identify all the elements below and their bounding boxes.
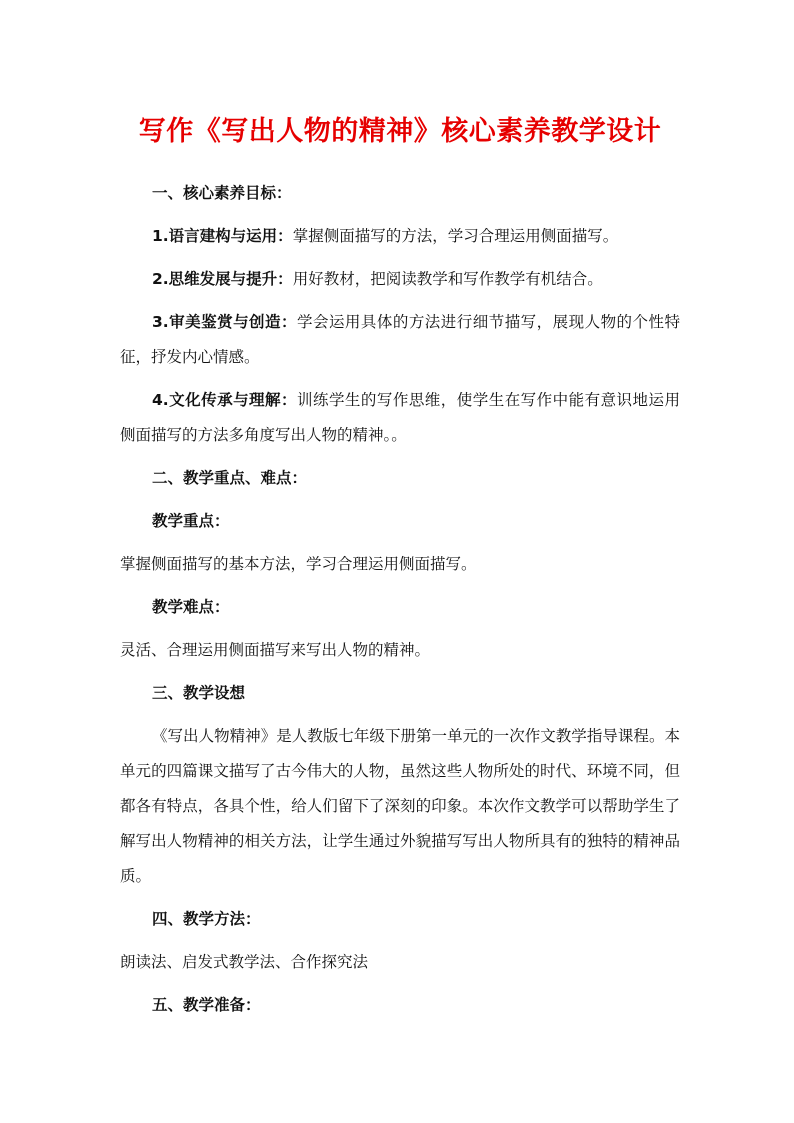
section-heading-methods: 四、教学方法： [152,910,261,928]
objective-label-4: 4.文化传承与理解： [152,391,297,409]
objective-text-2: 用好教材，把阅读教学和写作教学有机结合。 [292,270,603,288]
objective-item-3 [120,305,680,375]
objective-label-3: 3.审美鉴赏与创造： [152,313,297,331]
objective-text-1: 掌握侧面描写的方法，学习合理运用侧面描写。 [292,227,619,245]
document-title: 写作《写出人物的精神》核心素养教学设计 [138,116,662,147]
key-point-text: 掌握侧面描写的基本方法，学习合理运用侧面描写。 [120,555,477,573]
objective-label-1: 1.语言建构与运用： [152,227,293,245]
methods-text: 朗读法、启发式教学法、合作探究法 [120,953,369,971]
section-heading-objectives: 一、核心素养目标： [152,184,292,202]
objective-text-4: 训练学生的写作思维，使学生在写作中能有意识地运用侧面描写的方法多角度写出人物的精神。。 [120,391,680,444]
key-point-label: 教学重点： [152,512,230,530]
document-page [120,112,680,1023]
section-heading-concept: 三、教学设想 [152,684,246,702]
objective-item-1 [120,219,680,254]
objective-item-4 [120,383,680,453]
difficulty-text: 灵活、合理运用侧面描写来写出人物的精神。 [120,641,431,659]
objective-label-2: 2.思维发展与提升： [152,270,293,288]
concept-paragraph: 《写出人物精神》是人教版七年级下册第一单元的一次作文教学指导课程。本单元的四篇课文描写了古今伟大的人物，虽然这些人物所处的时代、环境不同，但都各有特点，各具个性，给人们留下了深刻的印象。本次作文教学可以帮助学生了解写出人物精神的相关方法，让学生通过外貌描写写出人物所具有的独特的精神品质。 [120,727,680,885]
objective-item-2 [120,262,680,297]
objective-text-3: 学会运用具体的方法进行细节描写，展现人物的个性特征，抒发内心情感。 [120,313,680,366]
difficulty-label: 教学难点： [152,598,230,616]
section-heading-key-points: 二、教学重点、难点： [152,469,308,487]
section-heading-preparation: 五、教学准备： [152,996,261,1014]
